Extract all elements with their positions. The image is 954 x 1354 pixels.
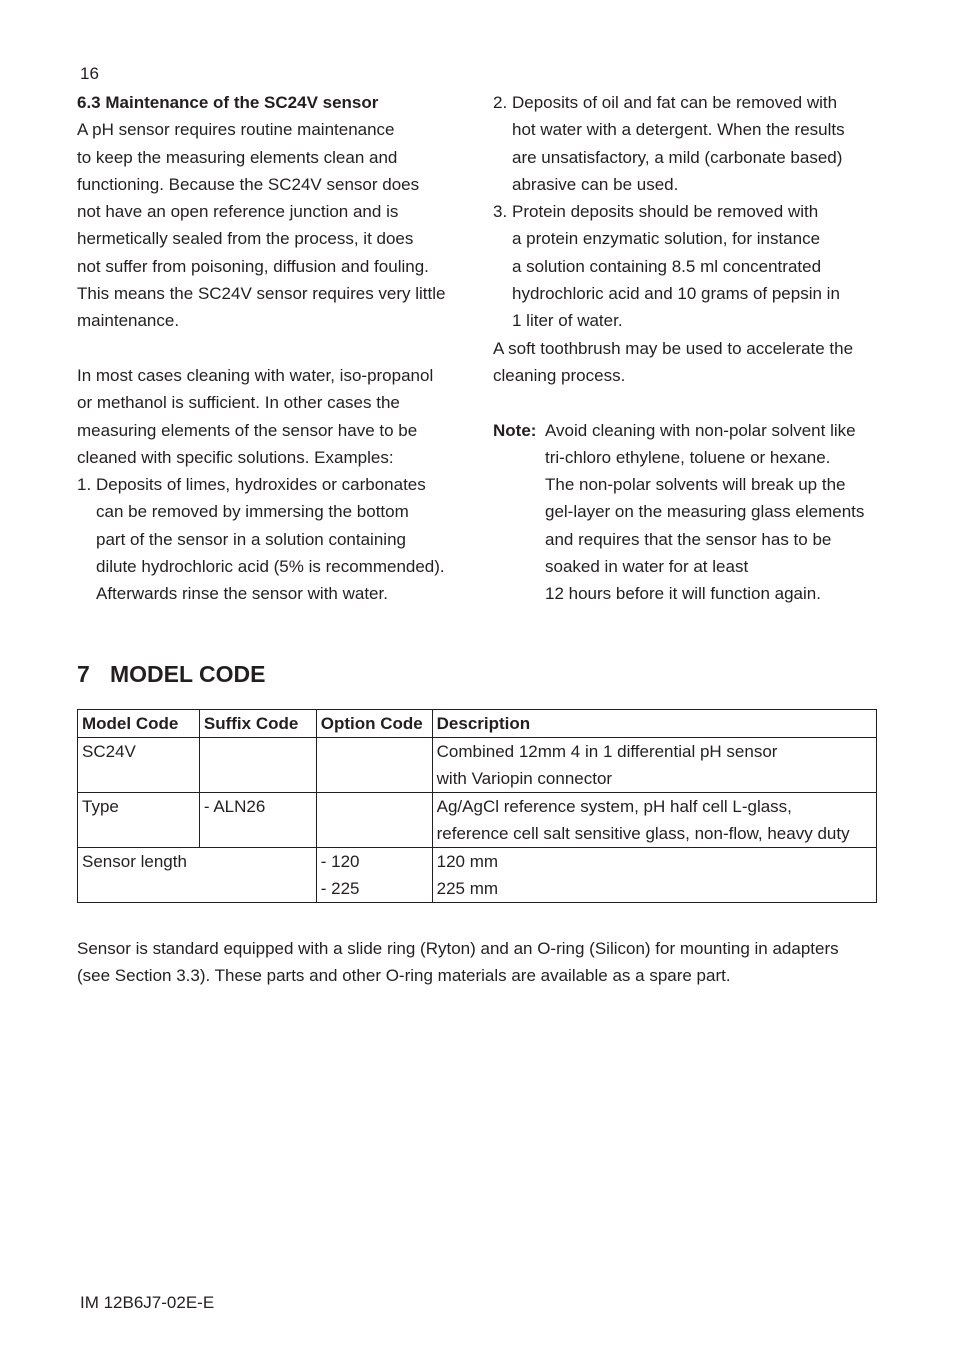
sensor-length-label-cell: Sensor length xyxy=(78,848,317,903)
list-line: a protein enzymatic solution, for instance xyxy=(512,229,821,249)
document-id: IM 12B6J7-02E-E xyxy=(80,1293,215,1312)
note-text xyxy=(545,417,893,608)
note-line: tri-chloro ethylene, toluene or hexane. xyxy=(545,447,831,467)
list-line: hot water with a detergent. When the results xyxy=(512,120,845,140)
description-line: Combined 12mm 4 in 1 differential pH sensor xyxy=(436,742,778,761)
toothbrush-paragraph xyxy=(493,335,893,390)
chapter-number: 7 xyxy=(77,661,90,687)
option-line: - 225 xyxy=(320,879,360,898)
section-heading: 6.3 Maintenance of the SC24V sensor xyxy=(77,93,379,112)
cleaning-paragraph xyxy=(77,362,477,471)
intro-line: hermetically sealed from the process, it does xyxy=(77,229,414,249)
suffix-code-cell: - ALN26 xyxy=(199,793,316,848)
intro-line: to keep the measuring elements clean and xyxy=(77,147,398,167)
list-line: Deposits of oil and fat can be removed with xyxy=(512,93,838,112)
option-line: - 120 xyxy=(320,852,360,871)
note-line: 12 hours before it will function again. xyxy=(545,584,821,604)
description-cell xyxy=(432,738,876,793)
cleaning-line: measuring elements of the sensor have to be xyxy=(77,420,418,440)
paragraph-line: Sensor is standard equipped with a slide ring (Ryton) and an O-ring (Silicon) for mounting in adapters xyxy=(77,939,839,958)
list-line: abrasive can be used. xyxy=(512,174,679,194)
list-line: hydrochloric acid and 10 grams of pepsin in xyxy=(512,284,840,304)
note-line: Avoid cleaning with non-polar solvent like xyxy=(545,420,856,440)
list-item xyxy=(77,471,477,607)
list-line: can be removed by immersing the bottom xyxy=(96,502,409,522)
list-number: 2. xyxy=(493,93,508,112)
list-line: dilute hydrochloric acid (5% is recommended). xyxy=(96,557,445,577)
paragraph-line: (see Section 3.3). These parts and other O-ring materials are available as a spare part. xyxy=(77,966,731,986)
list-line: Protein deposits should be removed with xyxy=(512,202,819,222)
note-line: gel-layer on the measuring glass elements xyxy=(545,502,865,522)
intro-line: A pH sensor requires routine maintenance xyxy=(77,120,395,140)
list-number: 3. xyxy=(493,202,508,222)
intro-line: This means the SC24V sensor requires very little xyxy=(77,284,446,304)
table-row xyxy=(78,738,877,793)
intro-paragraph xyxy=(77,116,477,334)
description-cell xyxy=(432,848,876,903)
toothbrush-line: A soft toothbrush may be used to accelerate the xyxy=(493,338,854,358)
note-line: soaked in water for at least xyxy=(545,557,749,577)
note-label: Note: xyxy=(493,420,537,440)
intro-line: maintenance. xyxy=(77,311,180,331)
header-option-code: Option Code xyxy=(316,710,432,738)
table-row xyxy=(78,793,877,848)
list-item xyxy=(493,198,893,334)
description-line: 225 mm xyxy=(436,879,499,898)
cleaning-line: cleaned with specific solutions. Examples: xyxy=(77,447,394,467)
right-column xyxy=(493,89,893,608)
table-header-row xyxy=(78,710,877,738)
intro-line: functioning. Because the SC24V sensor does xyxy=(77,174,420,194)
list-line: Afterwards rinse the sensor with water. xyxy=(96,584,388,604)
list-item xyxy=(493,89,893,198)
list-number: 1. xyxy=(77,475,92,495)
description-line: reference cell salt sensitive glass, non-flow, heavy duty xyxy=(436,824,850,843)
option-code-cell xyxy=(316,848,432,903)
option-code-cell xyxy=(316,738,432,793)
spare-parts-paragraph xyxy=(77,935,897,990)
list-text xyxy=(96,471,477,607)
header-model-code: Model Code xyxy=(78,710,200,738)
intro-line: not suffer from poisoning, diffusion and fouling. xyxy=(77,256,429,276)
chapter-heading xyxy=(77,659,265,689)
model-code-table xyxy=(77,709,877,903)
cleaning-line: or methanol is sufficient. In other cases the xyxy=(77,393,400,413)
list-line: part of the sensor in a solution containing xyxy=(96,529,406,549)
paragraph-gap xyxy=(77,335,477,362)
paragraph-gap xyxy=(493,389,893,416)
description-line: Ag/AgCl reference system, pH half cell L-glass, xyxy=(436,797,792,816)
option-code-cell xyxy=(316,793,432,848)
list-text xyxy=(512,198,893,334)
left-column xyxy=(77,89,477,608)
header-description: Description xyxy=(432,710,876,738)
type-label-cell: Type xyxy=(78,793,200,848)
cleaning-line: In most cases cleaning with water, iso-propanol xyxy=(77,365,434,385)
list-line: Deposits of limes, hydroxides or carbonates xyxy=(96,475,426,495)
list-line: a solution containing 8.5 ml concentrated xyxy=(512,256,822,276)
description-line: with Variopin connector xyxy=(436,769,613,788)
description-cell xyxy=(432,793,876,848)
model-code-cell: SC24V xyxy=(78,738,200,793)
list-text xyxy=(512,89,893,198)
note-block xyxy=(493,417,893,608)
list-line: 1 liter of water. xyxy=(512,311,623,331)
note-line: and requires that the sensor has to be xyxy=(545,529,832,549)
chapter-title: MODEL CODE xyxy=(110,661,266,687)
header-suffix-code: Suffix Code xyxy=(199,710,316,738)
table-row xyxy=(78,848,877,903)
intro-line: not have an open reference junction and is xyxy=(77,202,399,222)
page-number: 16 xyxy=(80,64,99,83)
note-line: The non-polar solvents will break up the xyxy=(545,475,846,495)
suffix-code-cell xyxy=(199,738,316,793)
toothbrush-line: cleaning process. xyxy=(493,365,626,385)
list-line: are unsatisfactory, a mild (carbonate based) xyxy=(512,147,843,167)
description-line: 120 mm xyxy=(436,852,499,871)
